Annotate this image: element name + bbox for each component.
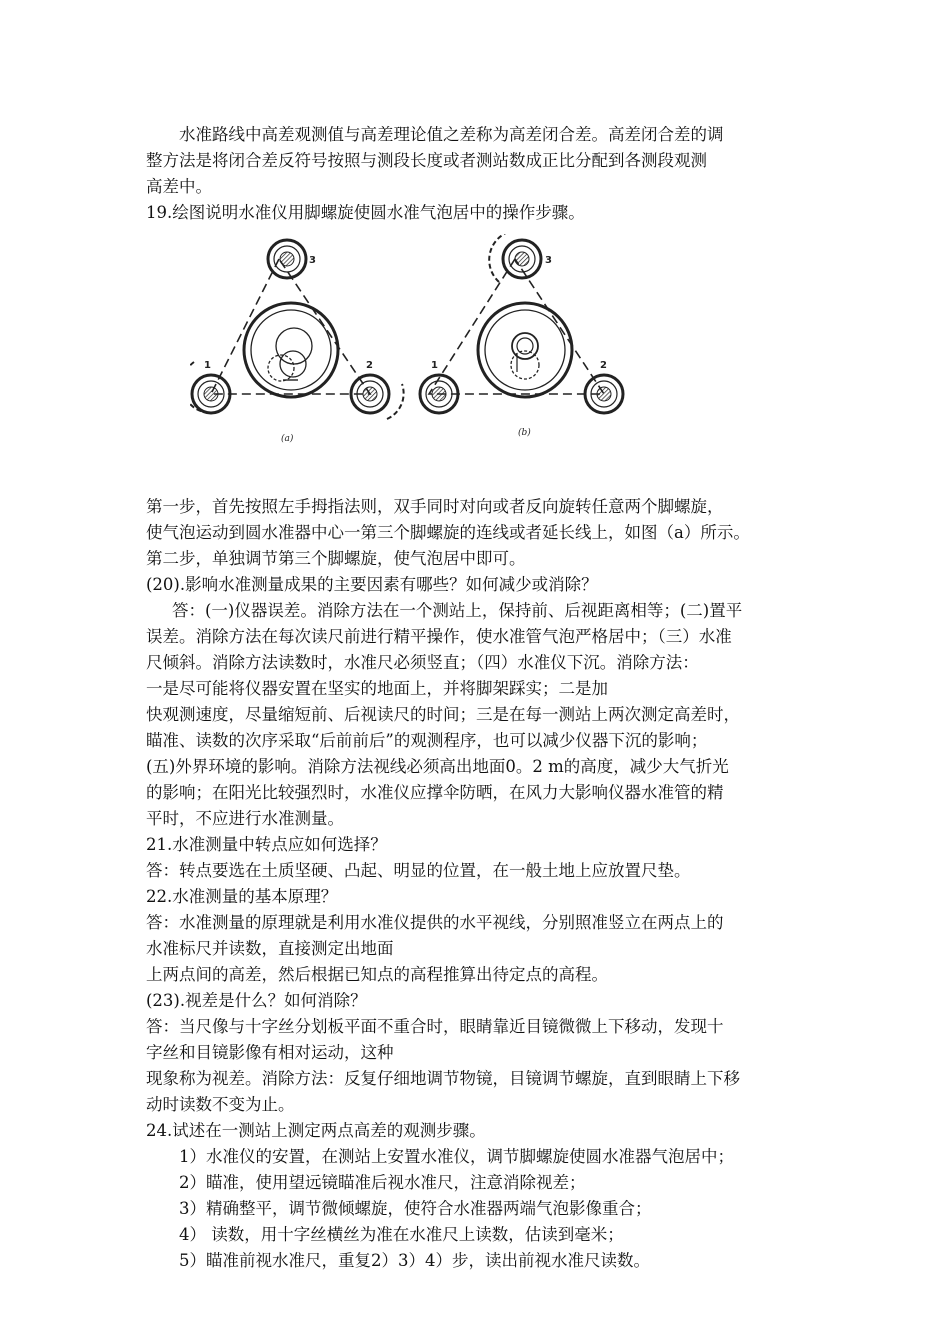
foot-screw-diagram xyxy=(190,234,630,486)
text-line: 瞄准、读数的次序采取“后前前后”的观测程序，也可以减少仪器下沉的影响； xyxy=(146,731,708,750)
text-line: 第二步，单独调节第三个脚螺旋，使气泡居中即可。 xyxy=(146,549,526,568)
question-23: (23).视差是什么？如何消除？ xyxy=(146,991,367,1010)
screw-label-1-a: 1 xyxy=(204,360,211,371)
text-line: 使气泡运动到圆水准器中心一第三个脚螺旋的连线或者延长线上，如图（a）所示。 xyxy=(146,523,750,542)
step-item: 3）精确整平，调节微倾螺旋，使符合水准器两端气泡影像重合； xyxy=(179,1199,652,1218)
text-line: (五)外界环境的影响。消除方法视线必须高出地面0。2 m的高度，减少大气折光 xyxy=(146,757,729,776)
question-21: 21.水准测量中转点应如何选择？ xyxy=(146,835,387,854)
text-line: 字丝和目镜影像有相对运动，这种 xyxy=(146,1043,394,1062)
step-item: 4） 读数，用十字丝横丝为准在水准尺上读数，估读到毫米； xyxy=(179,1225,624,1244)
screw-label-3-a: 3 xyxy=(309,255,316,266)
text-line: 第一步，首先按照左手拇指法则，双手同时对向或者反向旋转任意两个脚螺旋， xyxy=(146,497,724,516)
text-line: 现象称为视差。消除方法：反复仔细地调节物镜，目镜调节螺旋，直到眼睛上下移 xyxy=(146,1069,740,1088)
text-line: 水准路线中高差观测值与高差理论值之差称为高差闭合差。高差闭合差的调 xyxy=(179,125,724,144)
text-line: 答：当尺像与十字丝分划板平面不重合时，眼睛靠近目镜微微上下移动，发现十 xyxy=(146,1017,724,1036)
text-block-bottom xyxy=(146,494,818,1274)
text-line: 快观测速度，尽量缩短前、后视读尺的时间；三是在每一测站上两次测定高差时， xyxy=(146,705,740,724)
question-22: 22.水准测量的基本原理？ xyxy=(146,887,338,906)
text-line: 尺倾斜。消除方法读数时，水准尺必须竖直；（四）水准仪下沉。消除方法： xyxy=(146,653,699,672)
figure-b xyxy=(420,234,623,413)
text-line: 高差中。 xyxy=(146,177,212,196)
text-line: 答：(一)仪器误差。消除方法在一个测站上，保持前、后视距离相等；(二)置平 xyxy=(172,601,743,620)
caption-b: (b) xyxy=(518,428,531,438)
document-page xyxy=(146,122,818,1274)
text-block-top xyxy=(146,122,818,226)
question-19: 19.绘图说明水准仪用脚螺旋使圆水准气泡居中的操作步骤。 xyxy=(146,203,585,222)
text-line: 一是尽可能将仪器安置在坚实的地面上，并将脚架踩实；二是加 xyxy=(146,679,608,698)
question-24: 24.试述在一测站上测定两点高差的观测步骤。 xyxy=(146,1121,486,1140)
step-item: 5）瞄准前视水准尺，重复2）3）4）步，读出前视水准尺读数。 xyxy=(179,1251,650,1270)
step-item: 1）水准仪的安置，在测站上安置水准仪，调节脚螺旋使圆水准器气泡居中； xyxy=(179,1147,734,1166)
caption-a: (a) xyxy=(281,434,294,444)
text-line: 答：水准测量的原理就是利用水准仪提供的水平视线，分别照准竖立在两点上的 xyxy=(146,913,724,932)
question-20: (20).影响水准测量成果的主要因素有哪些？如何减少或消除？ xyxy=(146,575,598,594)
text-line: 平时，不应进行水准测量。 xyxy=(146,809,344,828)
text-line: 水准标尺并读数，直接测定出地面 xyxy=(146,939,394,958)
text-line: 整方法是将闭合差反符号按照与测段长度或者测站数成正比分配到各测段观测 xyxy=(146,151,707,170)
text-line: 的影响；在阳光比较强烈时，水准仪应撑伞防晒，在风力大影响仪器水准管的精 xyxy=(146,783,724,802)
step-item: 2）瞄准，使用望远镜瞄准后视水准尺，注意消除视差； xyxy=(179,1173,586,1192)
figure-a xyxy=(190,240,404,419)
text-line: 动时读数不变为止。 xyxy=(146,1095,295,1114)
screw-label-2-b: 2 xyxy=(600,360,607,371)
screw-label-1-b: 1 xyxy=(431,360,438,371)
screw-label-3-b: 3 xyxy=(545,255,552,266)
text-line: 答：转点要选在土质坚硬、凸起、明显的位置，在一般土地上应放置尺垫。 xyxy=(146,861,691,880)
text-line: 上两点间的高差，然后根据已知点的高程推算出待定点的高程。 xyxy=(146,965,608,984)
screw-label-2-a: 2 xyxy=(366,360,373,371)
leveling-figure xyxy=(146,234,818,486)
text-line: 误差。消除方法在每次读尺前进行精平操作，使水准管气泡严格居中；（三）水准 xyxy=(146,627,732,646)
